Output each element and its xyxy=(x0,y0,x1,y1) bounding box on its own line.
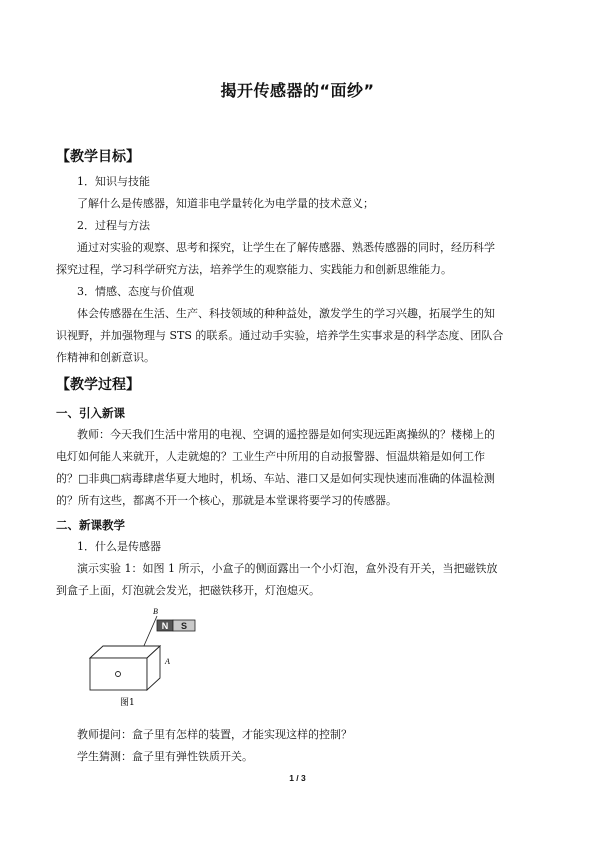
goal-3-text-line: 识视野，并加强物理与 STS 的联系。通过动手实验，培养学生实事求是的科学态度、团队合 xyxy=(56,329,504,342)
section-teaching-goals: 【教学目标】 xyxy=(56,149,140,165)
part-2-heading: 二、新课教学 xyxy=(56,518,125,532)
goal-3-heading: 3．情感、态度与价值观 xyxy=(77,285,194,298)
goal-2-text-line: 通过对实验的观察、思考和探究，让学生在了解传感器、熟悉传感器的同时，经历科学 xyxy=(77,241,495,254)
goal-1-heading: 1．知识与技能 xyxy=(77,175,150,188)
student-guess: 学生猜测：盒子里有弹性铁质开关。 xyxy=(77,750,253,763)
section-teaching-process: 【教学过程】 xyxy=(56,377,140,393)
leader-line-b xyxy=(143,616,157,648)
magnet-icon xyxy=(157,620,195,631)
label-b: B xyxy=(153,607,158,616)
demo-text-line: 演示实验 1：如图 1 所示，小盒子的侧面露出一个小灯泡，盒外没有开关，当把磁铁放 xyxy=(77,562,498,575)
magnet-s-label: S xyxy=(180,621,188,631)
figure-caption: 图1 xyxy=(120,698,135,708)
goal-3-text-line: 体会传感器在生活、生产、科技领域的种种益处，激发学生的学习兴趣，拓展学生的知 xyxy=(77,307,495,320)
bulb-icon xyxy=(116,672,121,677)
teacher-question: 教师提问：盒子里有怎样的装置，才能实现这样的控制？ xyxy=(77,728,352,741)
magnet-n-label: N xyxy=(161,621,169,631)
goal-3-text-line: 作精神和创新意识。 xyxy=(56,351,155,364)
part-1-paragraph-line: 的？所有这些，都离不开一个核心，那就是本堂课将要学习的传感器。 xyxy=(56,494,397,507)
demo-text-line: 到盒子上面，灯泡就会发光，把磁铁移开，灯泡熄灭。 xyxy=(56,584,320,597)
part-1-paragraph-line: 的？□非典□病毒肆虐华夏大地时，机场、车站、港口又是如何实现快速而准确的体温检测 xyxy=(56,472,495,485)
figure-1-box-magnet xyxy=(85,604,215,708)
goal-2-heading: 2．过程与方法 xyxy=(77,219,150,232)
part-1-paragraph-line: 电灯如何能人来就开，人走就熄的？工业生产中所用的自动报警器、恒温烘箱是如何工作 xyxy=(56,450,485,463)
page-title: 揭开传感器的“面纱” xyxy=(220,81,375,100)
part-1-paragraph-line: 教师：今天我们生活中常用的电视、空调的遥控器是如何实现远距离操纵的？楼梯上的 xyxy=(77,428,495,441)
goal-2-text-line: 探究过程，学习科学研究方法，培养学生的观察能力、实践能力和创新思维能力。 xyxy=(56,263,452,276)
part-2-subheading: 1．什么是传感器 xyxy=(77,540,161,553)
label-a: A xyxy=(165,657,170,666)
part-1-heading: 一、引入新课 xyxy=(56,406,125,420)
page-number: 1 / 3 xyxy=(289,773,306,783)
goal-1-text: 了解什么是传感器，知道非电学量转化为电学量的技术意义； xyxy=(77,197,374,210)
